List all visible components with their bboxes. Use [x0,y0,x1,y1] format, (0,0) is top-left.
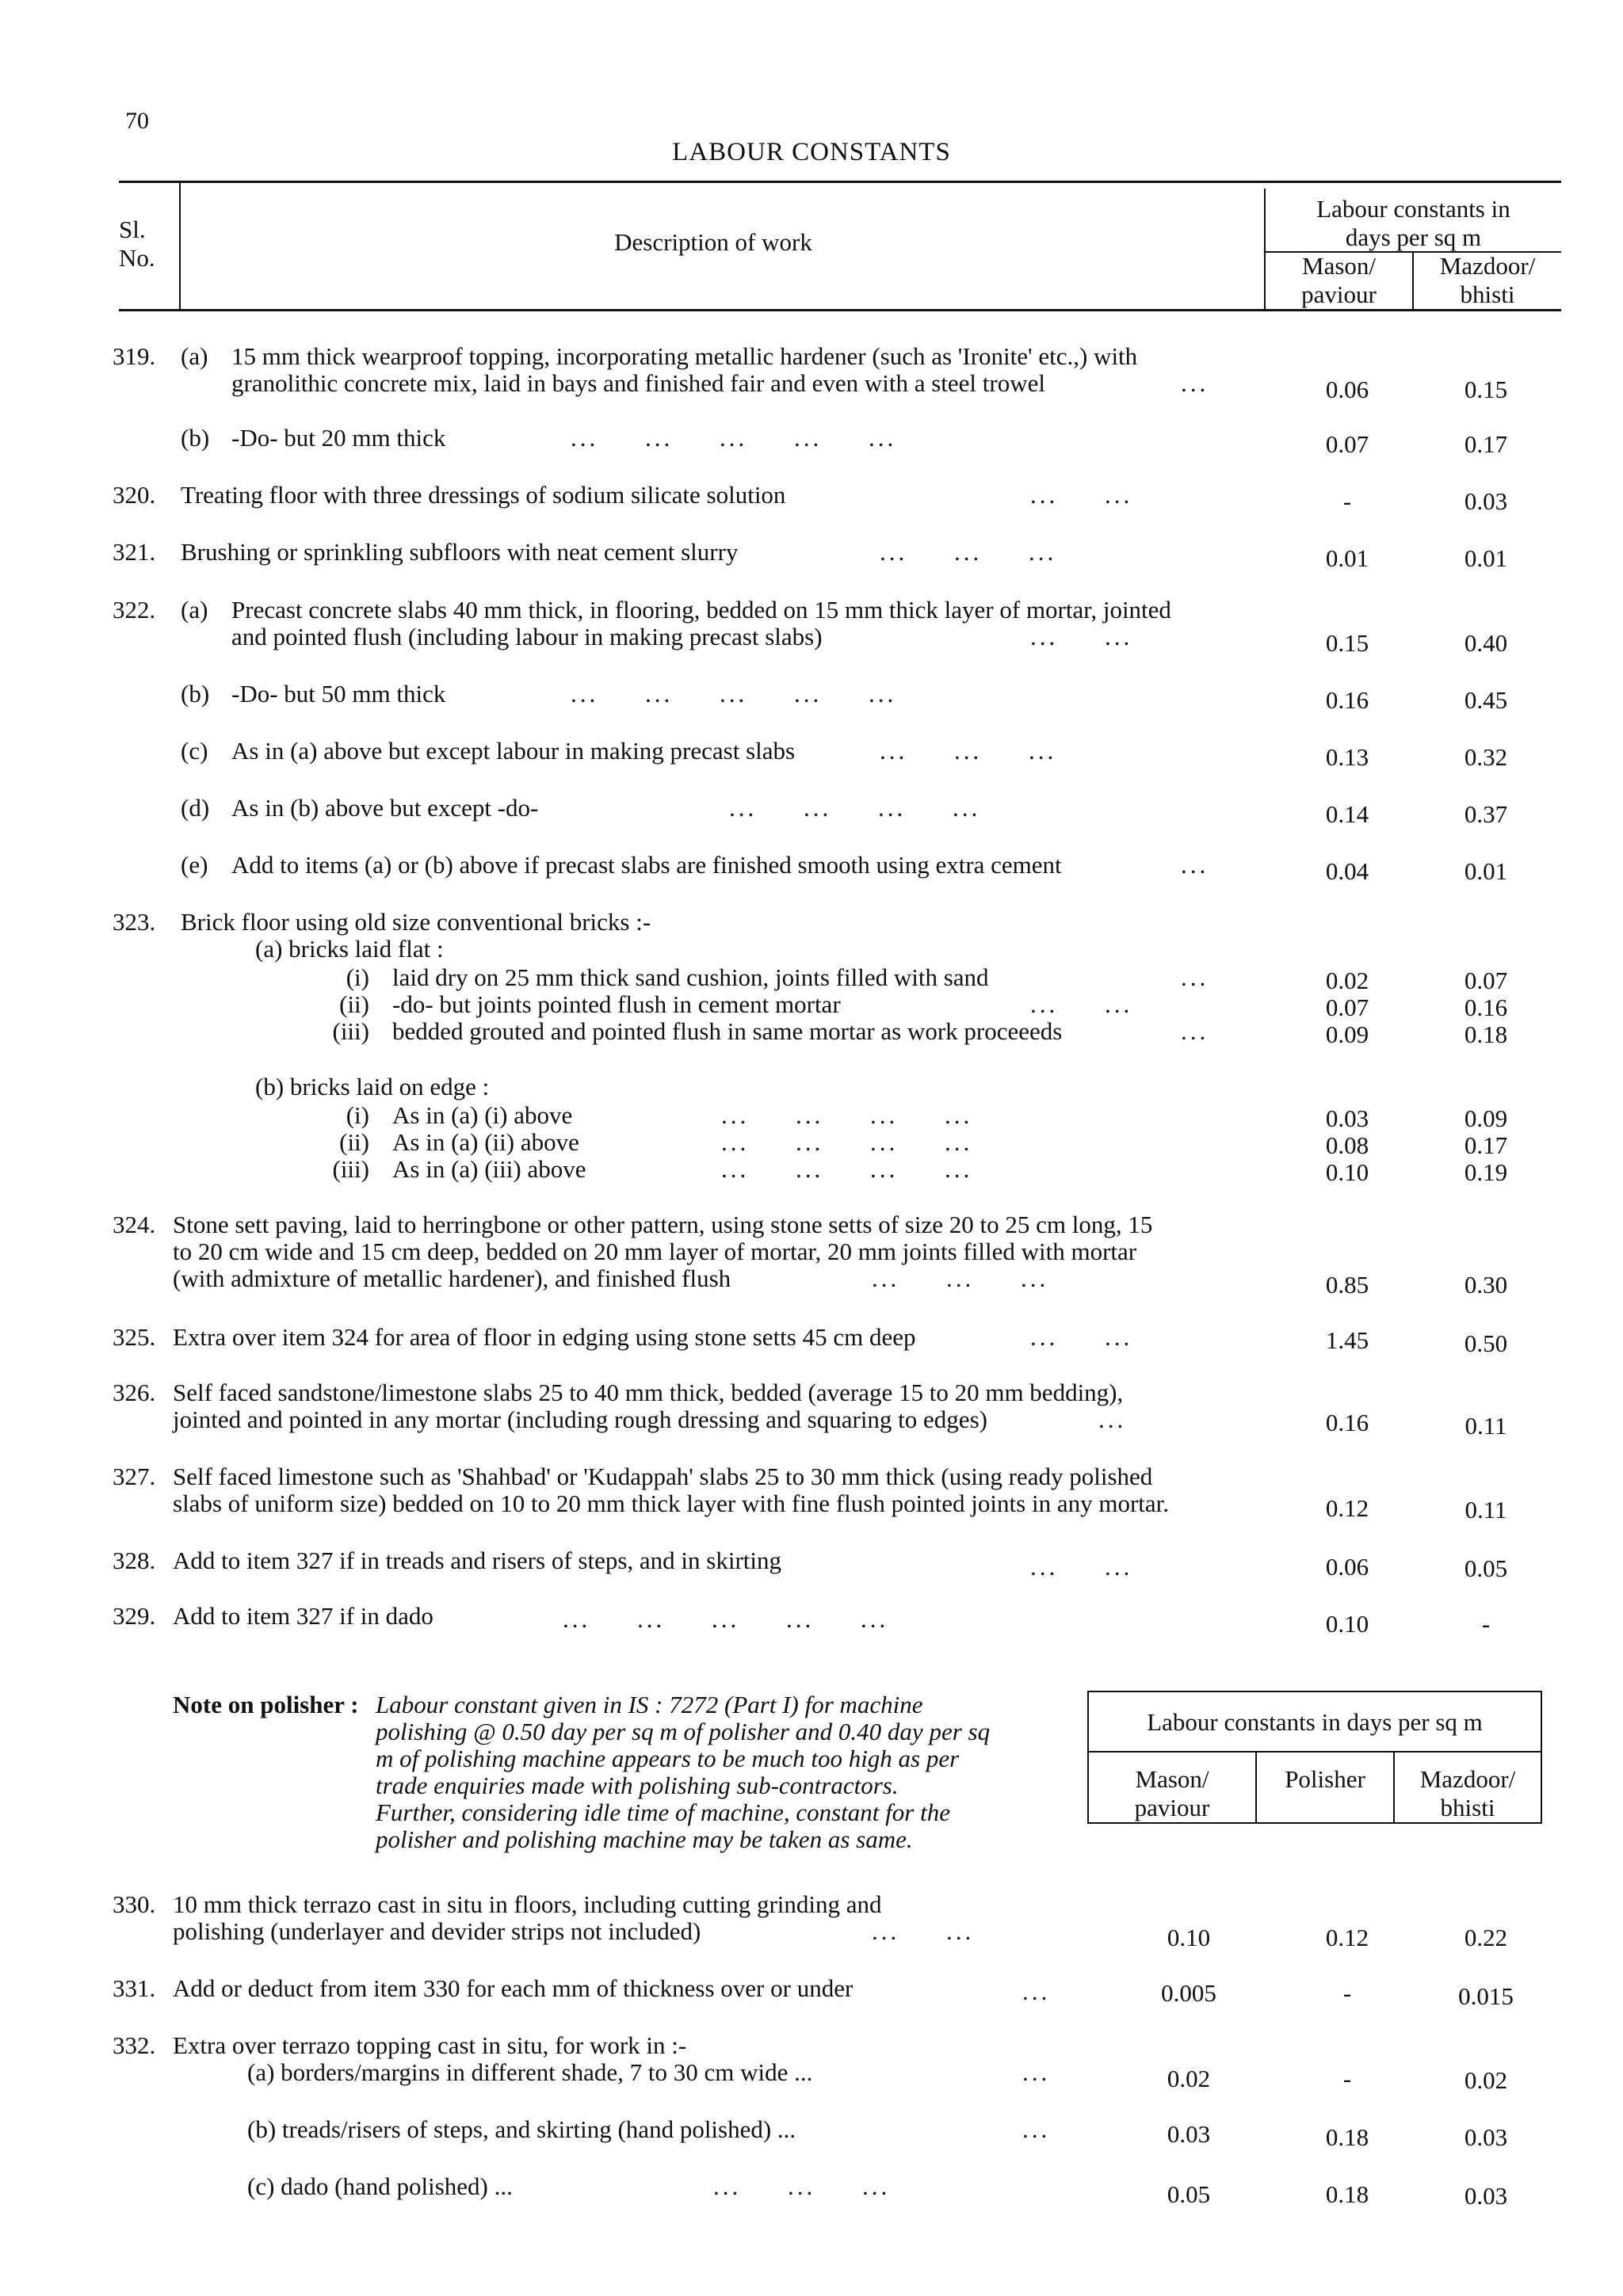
header-constants: Labour constants in days per sq m [1316,195,1510,251]
box-col-polisher: Polisher [1285,1765,1365,1793]
polisher-constants-header [1087,1691,1542,1824]
header-mason: Mason/ paviour [1301,252,1377,308]
header-mazdoor: Mazdoor/ bhisti [1439,252,1536,308]
header-sl-no: Sl. No. [119,215,155,272]
box-divider [1089,1751,1541,1753]
box-col-mason: Mason/ paviour [1134,1765,1210,1821]
box-col-mazdoor: Mazdoor/ bhisti [1419,1765,1516,1821]
page-title: LABOUR CONSTANTS [672,138,951,166]
header-divider [179,181,181,309]
header-description: Description of work [614,228,812,256]
page-number: 70 [125,108,149,134]
box-title: Labour constants in days per sq m [1147,1708,1483,1736]
header-bottom-rule [119,309,1561,311]
header-top-rule [119,181,1561,183]
